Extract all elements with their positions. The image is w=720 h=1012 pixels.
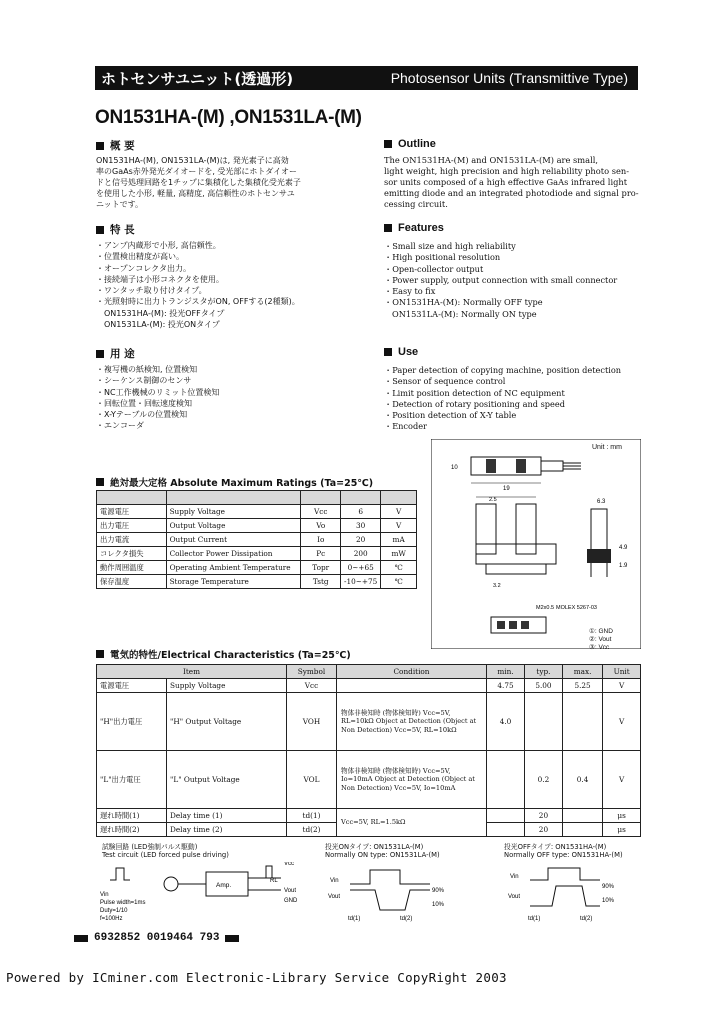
list-item: ・NC工作機械のリミット位置検知 xyxy=(96,387,220,397)
list-item: ・光照射時に出力トランジスタがON, OFFする(2種類)。 xyxy=(96,297,300,307)
svg-text:10%: 10% xyxy=(602,898,615,904)
list-item: ・Paper detection of copying machine, position detection xyxy=(384,365,622,375)
table-row: 電源電圧 Supply Voltage Vcc 4.75 5.00 5.25 V xyxy=(97,679,641,693)
svg-text:td(2): td(2) xyxy=(580,916,593,922)
list-item: ・Easy to fix xyxy=(384,286,436,297)
svg-text:Vin: Vin xyxy=(330,878,339,884)
section-bullet-icon xyxy=(96,478,104,486)
list-item: ・接続端子は小形コネクタを使用。 xyxy=(96,274,224,284)
list-item: ・Limit position detection of NC equipment xyxy=(384,387,565,398)
test-circuit-svg xyxy=(96,862,316,924)
table-row: 遅れ時間(2) Delay time (2) td(2) 20 μs xyxy=(97,823,641,837)
list-item: ・シーケンス制御のセンサ xyxy=(96,376,192,386)
timing-on-svg xyxy=(320,862,470,924)
features-en-list xyxy=(384,241,617,320)
list-item: ・Position detection of X-Y table xyxy=(384,410,517,421)
section-bullet-icon xyxy=(384,224,392,232)
section-bullet-icon xyxy=(96,142,104,150)
list-item: ・オープンコレクタ出力。 xyxy=(96,263,191,273)
section-bullet-icon xyxy=(96,226,104,234)
section-bullet-icon xyxy=(96,650,104,658)
list-item: ON1531LA-(M): 投光ONタイプ xyxy=(104,320,220,330)
part-numbers: ON1531HA-(M) ,ON1531LA-(M) xyxy=(95,107,362,128)
list-item: ・回転位置・回転速度検知 xyxy=(96,398,192,408)
section-bullet-icon xyxy=(96,350,104,358)
list-item: ・Open-collector output xyxy=(384,263,484,274)
svg-text:Vout: Vout xyxy=(508,894,521,900)
list-item: ・Sensor of sequence control xyxy=(384,376,506,387)
section-bullet-icon xyxy=(384,348,392,356)
svg-text:Pulse width=1ms: Pulse width=1ms xyxy=(100,900,146,906)
list-item: ON1531LA-(M): Normally ON type xyxy=(392,308,537,319)
svg-text:Vout: Vout xyxy=(328,894,341,900)
table-row: コレクタ損失 Collector Power Dissipation Pc 200 mW xyxy=(97,547,417,561)
list-item: ・High positional resolution xyxy=(384,252,501,263)
svg-text:4.9: 4.9 xyxy=(619,545,628,551)
bar-marker-icon xyxy=(74,935,88,942)
outline-heading: Outline xyxy=(384,138,436,150)
use-en-list xyxy=(384,365,621,433)
use-jp-list xyxy=(96,364,219,432)
list-item: ・アンプ内蔵形で小形, 高信頼性。 xyxy=(96,241,221,250)
list-item: ・位置検出精度が高い。 xyxy=(96,252,184,262)
electrical-table: Item Symbol Condition min. typ. max. Unit 電源電圧 Supply Voltage Vcc 4.75 5.00 5.25 V "H"出力電圧 "H" Output Voltage VOH 物体非検知時 (物体検知時) Vcc=5V, RL=10kΩ Object at Detection (Object at Non Detection) Vcc=5V, RL=10kΩ 4.0 V "L"出力電圧 "L" Output Voltage VOL 物体非検知時 (物体検知時) Vcc=5V, Io=10mA Object at Detection (Object at Non Detection) Vcc=5V, Io=10mA 0.2 0.4 V 遅れ時間(1) Delay time (1) td(1) Vcc=5V, RL=1.5kΩ 20 μs 遅れ時間(2) Delay time (2) td(2) 20 μs xyxy=(96,664,641,837)
list-item: ・Power supply, output connection with small connector xyxy=(384,274,618,285)
svg-text:M2x0.5: M2x0.5 xyxy=(536,605,555,611)
powered-by-footer: Powered by ICminer.com Electronic-Library Service CopyRight 2003 xyxy=(6,970,507,985)
table-row: 動作周囲温度 Operating Ambient Temperature Topr 0~+65 ℃ xyxy=(97,561,417,575)
svg-text:MOLEX 5267-03: MOLEX 5267-03 xyxy=(556,605,597,611)
table-row: 電源電圧 Supply Voltage Vcc 6 V xyxy=(97,505,417,519)
svg-text:1.9: 1.9 xyxy=(619,563,628,569)
bar-marker-icon xyxy=(225,935,239,942)
svg-text:GND: GND xyxy=(284,898,298,904)
svg-text:td(1): td(1) xyxy=(528,916,541,922)
title-banner xyxy=(95,66,638,90)
table-row: "L"出力電圧 "L" Output Voltage VOL 物体非検知時 (物体検知時) Vcc=5V, Io=10mA Object at Detection (Object at Non Detection) Vcc=5V, Io=10mA 0.2 0.4 V xyxy=(97,751,641,809)
svg-text:td(2): td(2) xyxy=(400,916,413,922)
pin-legend: ①: GND ②: Vout ③: Vcc xyxy=(589,628,613,651)
list-item: ・複写機の紙検知, 位置検知 xyxy=(96,365,198,374)
title-en: Photosensor Units (Transmittive Type) xyxy=(390,70,628,86)
svg-text:Vin: Vin xyxy=(100,892,109,898)
outline-drawing-svg xyxy=(431,439,641,649)
overview-text: ON1531HA-(M), ON1531LA-(M)は, 発光素子に高効 率のGaAs赤外発光ダイオードを, 受光部にホトダイオー ドと信号処理回路を1チップに集積化した集積化受光素子 を使用した小形, 軽量, 高精度, 高信頼性のホトセンサユ ニットです。 xyxy=(96,156,301,209)
outline-text: The ON1531HA-(M) and ON1531LA-(M) are small, light weight, high precision and high reliability photo sen- sor units composed of a high effective GaAs infrared light emitting diode and an integrated photodiode and signal pro- cessing circuit. xyxy=(384,155,639,209)
svg-text:2.5: 2.5 xyxy=(489,497,497,503)
svg-text:RL: RL xyxy=(270,878,278,884)
svg-text:3.2: 3.2 xyxy=(493,583,501,589)
list-item: ・ワンタッチ取り付けタイプ。 xyxy=(96,286,207,296)
section-bullet-icon xyxy=(384,140,392,148)
svg-text:10%: 10% xyxy=(432,902,445,908)
timing-off-label: 投光OFFタイプ: ON1531HA-(M) Normally OFF type: ON1531HA-(M) xyxy=(504,843,623,859)
list-item: ・Small size and high reliability xyxy=(384,241,516,251)
svg-text:90%: 90% xyxy=(432,888,445,894)
overview-heading: 概 要 xyxy=(96,138,135,153)
ratings-title: 絶対最大定格 Absolute Maximum Ratings (Ta=25℃) xyxy=(96,475,373,489)
table-row: 出力電流 Output Current Io 20 mA xyxy=(97,533,417,547)
ratings-table xyxy=(96,490,417,589)
test-circuit-label: 試験回路 (LED強制パルス駆動) Test circuit (LED forced pulse driving) xyxy=(102,843,229,859)
features-jp-heading: 特 長 xyxy=(96,222,135,237)
barcode-code: 6932852 0019464 793 xyxy=(74,932,239,944)
timing-on-label: 投光ONタイプ: ON1531LA-(M) Normally ON type: ON1531LA-(M) xyxy=(325,843,440,859)
list-item: ・エンコーダ xyxy=(96,421,144,431)
svg-text:Vcc: Vcc xyxy=(284,862,295,867)
table-row: "H"出力電圧 "H" Output Voltage VOH 物体非検知時 (物体検知時) Vcc=5V, RL=10kΩ Object at Detection (Object at Non Detection) Vcc=5V, RL=10kΩ 4.0 V xyxy=(97,693,641,751)
list-item: ON1531HA-(M): 投光OFFタイプ xyxy=(104,308,225,318)
svg-text:Amp.: Amp. xyxy=(216,882,232,889)
table-row: 出力電圧 Output Voltage Vo 30 V xyxy=(97,519,417,533)
timing-off-svg xyxy=(500,862,640,924)
svg-text:19: 19 xyxy=(503,486,510,492)
svg-text:Vin: Vin xyxy=(510,874,519,880)
table-row: 保存温度 Storage Temperature Tstg -10~+75 ℃ xyxy=(97,575,417,589)
electrical-title: 電気的特性/Electrical Characteristics (Ta=25℃) xyxy=(96,647,351,661)
list-item: ・ON1531HA-(M): Normally OFF type xyxy=(384,297,543,308)
svg-text:6.3: 6.3 xyxy=(597,499,606,505)
unit-label: Unit : mm xyxy=(592,444,622,451)
features-en-heading: Features xyxy=(384,222,444,234)
use-en-heading: Use xyxy=(384,346,418,358)
features-jp-list xyxy=(96,240,300,330)
svg-text:90%: 90% xyxy=(602,884,615,890)
list-item: ・X-Yテーブルの位置検知 xyxy=(96,410,188,420)
svg-text:10: 10 xyxy=(451,465,458,471)
svg-text:td(1): td(1) xyxy=(348,916,361,922)
list-item: ・Encoder xyxy=(384,421,427,432)
use-jp-heading: 用 途 xyxy=(96,346,135,361)
svg-text:Duty=1/10: Duty=1/10 xyxy=(100,908,128,914)
dimension-drawing xyxy=(431,439,641,649)
svg-text:f=100Hz: f=100Hz xyxy=(100,916,123,922)
svg-text:Vout: Vout xyxy=(284,888,297,894)
table-row: 遅れ時間(1) Delay time (1) td(1) Vcc=5V, RL=1.5kΩ 20 μs xyxy=(97,809,641,823)
title-jp: ホトセンサユニット(透過形) xyxy=(101,69,294,88)
list-item: ・Detection of rotary positioning and speed xyxy=(384,398,565,409)
